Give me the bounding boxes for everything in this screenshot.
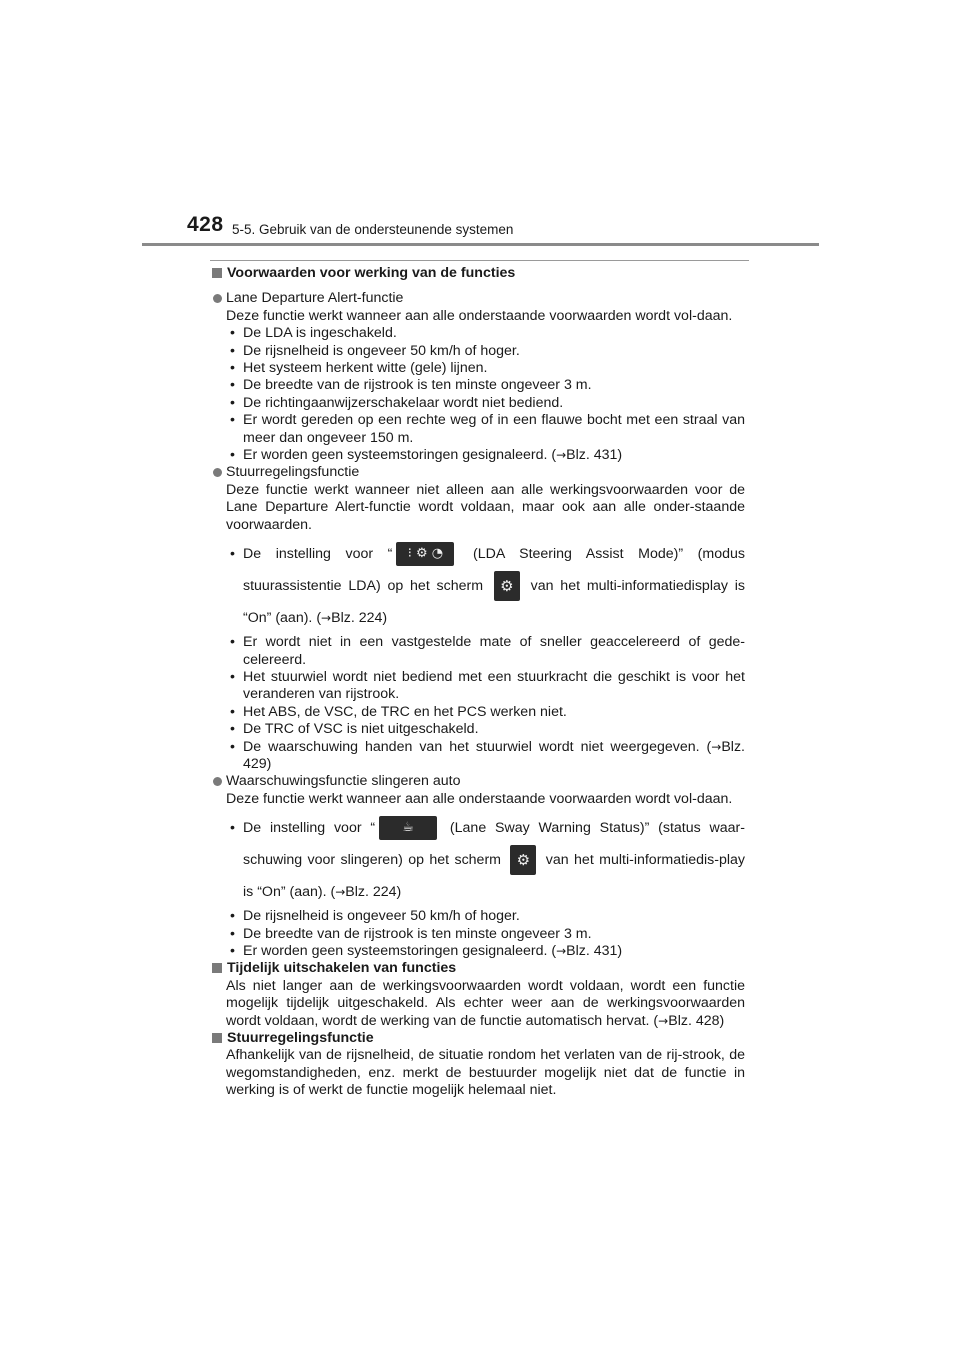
list-item: • De rijsnelheid is ongeveer 50 km/h of hoger. — [230, 342, 520, 359]
circle-bullet-icon — [213, 777, 222, 786]
list-item: • Er worden geen systeemstoringen gesignaleerd. (→Blz. 431) — [230, 942, 623, 959]
subheading-lane-sway: Waarschuwingsfunctie slingeren auto — [210, 773, 745, 790]
list-item: • De rijsnelheid is ongeveer 50 km/h of hoger. — [230, 908, 520, 925]
list-item: • Het ABS, de VSC, de TRC en het PCS werken niet. — [230, 703, 567, 720]
list-item: • De instelling voor “ ⁝ ⚙ ◔ (LDA Steering Assist Mode)” (modus stuurassistentie LDA) op het scherm ⚙ van het multi-informatiedisplay is “On” (aan). (→Blz. 224) — [210, 538, 745, 634]
lda-steering-assist-icon: ⁝ ⚙ ◔ — [396, 542, 454, 566]
content-rule — [210, 260, 749, 261]
subheading-steering-control: Stuurregelingsfunctie — [210, 464, 745, 481]
arrow-right-icon: → — [321, 611, 332, 626]
subheading-lda: Lane Departure Alert-functie — [210, 290, 745, 307]
heading-conditions: Voorwaarden voor werking van de functies — [210, 265, 745, 282]
page-reference-link[interactable]: Blz. 429) — [243, 738, 745, 772]
list-item: • De TRC of VSC is niet uitgeschakeld. — [230, 721, 479, 738]
section-title: 5-5. Gebruik van de ondersteunende systemen — [232, 222, 514, 237]
square-bullet-icon — [212, 1033, 222, 1043]
arrow-right-icon: → — [556, 448, 567, 463]
square-bullet-icon — [212, 963, 222, 973]
list-item: • De breedte van de rijstrook is ten minste ongeveer 3 m. — [230, 377, 592, 394]
gear-settings-icon: ⚙ — [510, 845, 536, 875]
circle-bullet-icon — [213, 468, 222, 477]
manual-content — [210, 265, 745, 1100]
list-item: • Er wordt niet in een vastgestelde mate of sneller geaccelereerd of gede-celereerd. — [230, 634, 745, 668]
circle-bullet-icon — [213, 294, 222, 303]
arrow-right-icon: → — [335, 885, 346, 900]
square-bullet-icon — [212, 268, 222, 278]
list-item: • Het stuurwiel wordt niet bediend met een stuurkracht die geschikt is voor het veranderen van rijstrook. — [230, 668, 745, 703]
list-item: • Het systeem herkent witte (gele) lijnen. — [230, 360, 488, 377]
arrow-right-icon: → — [556, 943, 567, 958]
lane-sway-description: Deze functie werkt wanneer aan alle onderstaande voorwaarden wordt vol-daan. — [226, 790, 733, 807]
gear-settings-icon: ⚙ — [494, 571, 520, 601]
steering-control-note-description: Afhankelijk van de rijsnelheid, de situatie rondom het verlaten van de rij-strook, de wegomstandigheden, enz. merkt de bestuurder mogelijk niet dat de functie in werking is of werkt de functie mogelijk helemaal niet. — [226, 1047, 745, 1099]
temporary-disable-description: Als niet langer aan de werkingsvoorwaarden wordt voldaan, wordt een functie mogelijk tijdelijk uitgeschakeld. Als echter weer aan de werkingsvoorwaarden wordt voldaan, wordt de werking van de functie automatisch hervat. (→Blz. 428) — [226, 977, 745, 1029]
page-reference-link[interactable]: Blz. 224) — [345, 884, 402, 901]
steering-control-description: Deze functie werkt wanneer niet alleen aan alle werkingsvoorwaarden voor de Lane Departure Alert-functie wordt voldaan, maar ook aan alle onder-staande voorwaarden. — [226, 481, 745, 533]
list-item: • Er wordt gereden op een rechte weg of in een flauwe bocht met een straal van meer dan ongeveer 150 m. — [230, 412, 745, 446]
heading-steering-control-note: Stuurregelingsfunctie — [210, 1030, 745, 1047]
list-item: • Er worden geen systeemstoringen gesignaleerd. (→Blz. 431) — [230, 447, 623, 464]
list-item: • De instelling voor “ ☕ (Lane Sway Warning Status)” (status waar-schuwing voor slingeren) op het scherm ⚙ van het multi-informatiedis-play is “On” (aan). (→Blz. 224) — [210, 812, 745, 908]
page-reference-link[interactable]: Blz. 431) — [566, 447, 623, 464]
list-item: • De richtingaanwijzerschakelaar wordt niet bediend. — [230, 394, 564, 411]
list-item: • De LDA is ingeschakeld. — [230, 325, 397, 342]
list-item: • De breedte van de rijstrook is ten minste ongeveer 3 m. — [230, 925, 592, 942]
heading-temporary-disable: Tijdelijk uitschakelen van functies — [210, 960, 745, 977]
list-item: • De waarschuwing handen van het stuurwiel wordt niet weergegeven. (→Blz. 429) — [230, 738, 745, 772]
page-reference-link[interactable]: Blz. 431) — [566, 942, 623, 959]
arrow-right-icon: → — [711, 739, 722, 754]
page-reference-link[interactable]: Blz. 428) — [668, 1012, 725, 1029]
header-rule — [142, 243, 819, 246]
arrow-right-icon: → — [658, 1013, 669, 1028]
lane-sway-coffee-icon: ☕ — [379, 816, 437, 840]
page-number: 428 — [187, 213, 224, 236]
page-reference-link[interactable]: Blz. 224) — [331, 610, 388, 627]
lda-description: Deze functie werkt wanneer aan alle onderstaande voorwaarden wordt vol-daan. — [226, 307, 733, 324]
